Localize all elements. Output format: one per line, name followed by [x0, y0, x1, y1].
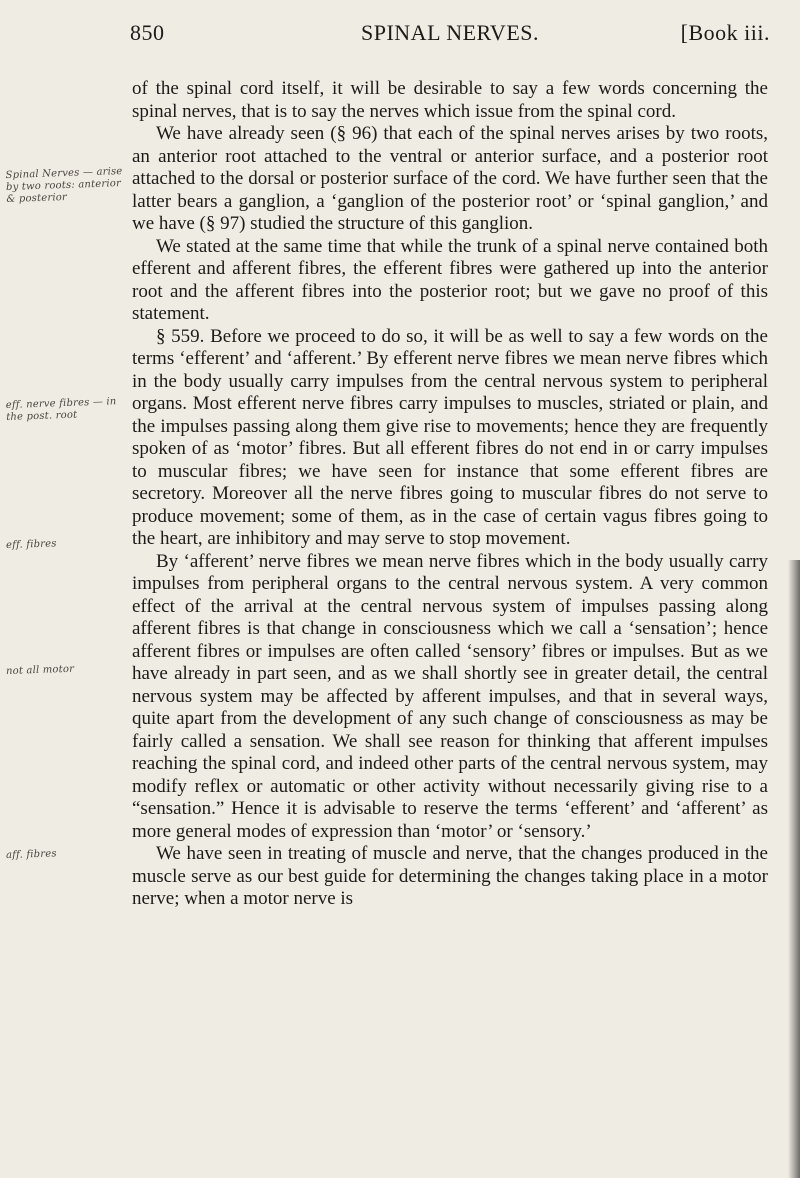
paragraph: of the spinal cord itself, it will be desirable to say a few words concerning the spinal nerves, that is to say the nerves which issue from the spinal cord.	[132, 78, 768, 122]
margin-note-not-all-motor: not all motor	[5, 663, 75, 678]
scan-shadow-edge	[788, 560, 800, 1178]
paragraph: We have seen in treating of muscle and nerve, that the changes produced in the muscle serve as our best guide for determining the changes taking place in a motor nerve; when a motor nerve is	[132, 843, 768, 909]
paragraph: We stated at the same time that while the trunk of a spinal nerve contained both efferent and afferent fibres, the efferent fibres were gathered up into the anterior root and the afferent fibres into the posterior root; but we gave no proof of this statement.	[132, 235, 768, 324]
book-label: [Book iii.	[680, 20, 770, 45]
margin-note-spinal-nerves: Spinal Nerves — arise by two roots: anterior & posterior	[5, 165, 123, 206]
paragraph: By ‘afferent’ nerve fibres we mean nerve fibres which in the body usually carry impulses from peripheral organs to the central nervous system. A very common effect of the arrival at the central nervous system of impulses passing along afferent fibres is that change in consciousness which we call a ‘sensation’; hence afferent fibres or impulses are often called ‘sensory’ fibres or impulses. But as we have already in part seen, and as we shall shortly see in greater detail, the central nervous system may be affected by afferent impulses, and that in several ways, quite apart from the development of any such change of consciousness as may be fairly called a sensation. We shall see reason for thinking that afferent impulses reaching the spinal cord, and indeed other parts of the central nervous system, may modify reflex or automatic or other activity without necessarily giving rise to a “sensation.” Hence it is advisable to reserve the terms ‘efferent’ and ‘afferent’ as more general modes of expression than ‘motor’ or ‘sensory.’	[132, 550, 768, 842]
body-text	[132, 78, 768, 911]
page-number: 850	[130, 20, 165, 45]
paragraph: § 559. Before we proceed to do so, it will be as well to say a few words on the terms ‘efferent’ and ‘afferent.’ By efferent nerve fibres we mean nerve fibres which in the body usually carry impulses from the central nervous system to peripheral organs. Most efferent nerve fibres carry impulses to muscles, striated or plain, and the impulses passing along them give rise to movements; hence they are frequently spoken of as ‘motor’ fibres. But all efferent fibres do not end in or carry impulses to muscular fibres; we have seen for instance that some efferent fibres are secretory. Moreover all the nerve fibres going to muscular fibres do not serve to produce movement; some of them, as in the case of certain vagus fibres going to the heart, are inhibitory and may serve to stop movement.	[132, 325, 768, 549]
running-title: SPINAL NERVES.	[361, 20, 539, 45]
margin-note-afferent: aff. fibres	[5, 848, 57, 862]
margin-note-nerve-fibres: eff. nerve fibres — in the post. root	[5, 396, 117, 424]
margin-note-efferent: eff. fibres	[5, 538, 57, 552]
paragraph: We have already seen (§ 96) that each of the spinal nerves arises by two roots, an anterior root attached to the ventral or anterior surface, and a posterior root attached to the dorsal or posterior surface of the cord. We have further seen that the latter bears a ganglion, a ‘ganglion of the posterior root’ or ‘spinal ganglion,’ and we have (§ 97) studied the structure of this ganglion.	[132, 123, 768, 234]
running-header	[130, 20, 770, 60]
